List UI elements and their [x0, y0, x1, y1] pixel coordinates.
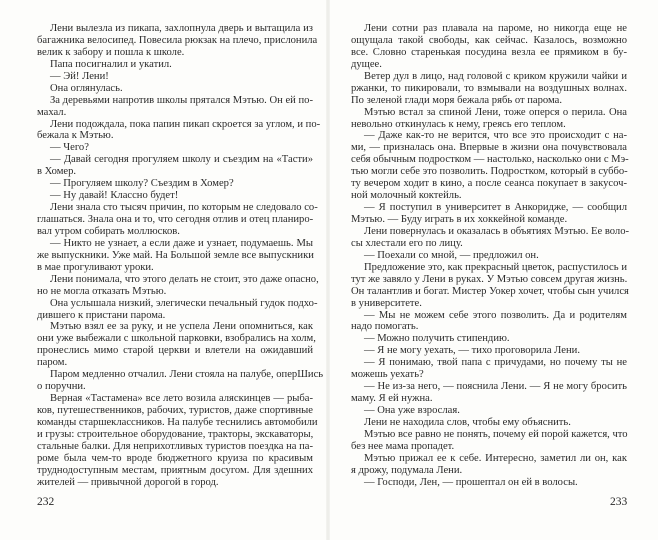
text-line: Лени подождала, пока папин пикап скроется за углом, и по-	[50, 118, 321, 130]
text-line: невольно откинулась к нему, греясь его теплом.	[351, 118, 566, 130]
text-line: и грузы: строительное оборудование, тракторы, экскаваторы,	[37, 428, 314, 440]
paragraph	[351, 429, 627, 453]
paragraph	[37, 154, 313, 178]
text-line: ков, путешественников, рабочих, туристов, даже спортивные	[37, 405, 313, 416]
text-line: пронеслись мимо старой церкви и влетели на ожидавший	[37, 345, 313, 357]
paragraph	[37, 142, 313, 154]
text-line: Она оглянулась.	[50, 82, 123, 94]
text-line: стальные балки. Для неприхотливых туристов поездка на па-	[37, 440, 314, 452]
paragraph	[351, 417, 627, 429]
paragraph	[37, 297, 318, 322]
paragraph	[351, 357, 627, 381]
text-line: Мэтью встал за спиной Лени, тоже оперся о перила. Она	[364, 106, 627, 118]
text-line: велик к забору и пошла к школе.	[37, 46, 185, 58]
text-line: — Чего?	[50, 142, 89, 154]
text-line: ной молочный коктейль.	[351, 190, 462, 202]
text-line: — Она уже взрослая.	[364, 405, 460, 416]
text-line: Лени повернулась и оказалась в объятиях Мэтью. Ее воло-	[364, 225, 630, 237]
text-line: Мэтью. — Буду играть в их хоккейной команде.	[351, 214, 568, 225]
text-line: — Я поступил в университет в Анкоридже, — сообщил	[364, 202, 627, 214]
text-line: Лени сотни раз плавала на пароме, но никогда еще не	[364, 23, 627, 34]
paragraph	[351, 71, 627, 107]
text-line: — Не из-за него, — пояснила Лени. — Я не могу бросить	[364, 381, 627, 393]
text-line: маму. Я ей нужна.	[351, 393, 433, 405]
text-line: я дрожу, подумала Лени.	[351, 464, 463, 476]
paragraph	[37, 178, 313, 190]
text-line: глашаться. Знала она и то, что сегодня отлив и отец планиро-	[37, 214, 314, 225]
paragraph	[37, 321, 316, 369]
text-line: Паром медленно отчалил. Лени стояла на палубе, оперШись	[50, 369, 324, 381]
text-line: ми, — призналась она. Впервые в жизни она почувствовала	[351, 142, 627, 154]
paragraph	[37, 118, 321, 143]
paragraph	[351, 333, 627, 345]
paragraph	[37, 23, 318, 59]
text-line: — Мы не можем себе этого позволить. Да и родителям	[364, 309, 627, 321]
text-line: дившего к пристани парома.	[37, 309, 166, 321]
text-line: — Никто не узнает, а если даже и узнает, подумаешь. Мы	[50, 237, 313, 249]
text-line: все. Словно старенькая посудина везла ее прямиком в бу-	[351, 46, 627, 58]
paragraph	[351, 130, 627, 202]
text-line: — Даже как-то не верится, что все это происходит с на-	[364, 130, 627, 142]
paragraph	[37, 393, 318, 489]
text-line: Лени не находила слов, чтобы ему объяснить.	[364, 416, 571, 428]
text-line: багажника велосипед. Повесила рюкзак на плечо, прислонила	[37, 34, 318, 46]
text-line: — Ну давай! Классно будет!	[50, 190, 179, 202]
text-line: — Можно получить стипендию.	[364, 333, 510, 345]
paragraph	[351, 225, 630, 250]
text-line: — Я понимаю, твой папа с причудами, но почему ты не	[364, 357, 627, 369]
text-line: но не могла отказать Мэтью.	[37, 285, 167, 297]
text-line: сы хлестали его по лицу.	[351, 237, 463, 249]
text-line: дущее.	[351, 58, 382, 70]
left-page-text	[37, 23, 324, 489]
text-line: Лени вылезла из пикапа, захлопнула дверь и вытащила из	[50, 23, 313, 34]
text-line: без нее мама пропадет.	[351, 440, 455, 452]
text-line: в мае прогуливают уроки.	[37, 261, 154, 273]
text-line: они уже выбежали с школьной парковки, взобрались на холм,	[37, 333, 316, 345]
text-line: Лени понимала, что этого делать не стоит, это даже опасно,	[50, 273, 319, 285]
paragraph	[37, 83, 313, 95]
paragraph	[37, 238, 313, 274]
paragraph	[37, 59, 313, 71]
text-line: — Я не могу уехать, — тихо проговорила Лени.	[364, 345, 580, 357]
text-line: — Эй! Лени!	[50, 70, 109, 82]
text-line: По зеленой глади моря бежала рябь от парома.	[351, 94, 563, 106]
text-line: Лени знала сто тысяч причин, по которым не следовало со-	[50, 202, 318, 214]
text-line: Мэтью взял ее за руку, и не успела Лени опомниться, как	[50, 321, 313, 333]
text-line: в университете.	[351, 297, 422, 309]
text-line: Верная «Тастамена» все лето возила аляскинцев — рыба-	[50, 393, 313, 405]
paragraph	[351, 405, 627, 417]
paragraph	[37, 190, 313, 202]
text-line: Предложение это, как прекрасный цветок, распустилось и	[364, 261, 627, 273]
paragraph	[37, 202, 318, 238]
paragraph	[351, 202, 627, 226]
text-line: Она услышала низкий, элегически печальный гудок подхо-	[50, 297, 318, 309]
paragraph	[351, 477, 627, 489]
text-line: надо помогать.	[351, 321, 419, 333]
text-line: Мэтью все равно не понять, почему ей порой кажется, что	[364, 428, 628, 440]
text-line: Он талантлив и богат. Мистер Уокер хочет, чтобы сын учился	[351, 285, 629, 297]
paragraph	[351, 310, 627, 334]
text-line: ощущала такой свободы, как сейчас. Казалось, возможно	[351, 34, 627, 46]
text-line: бежала к Мэтью.	[37, 130, 114, 142]
paragraph	[37, 369, 324, 393]
text-line: Мэтью прижал ее к себе. Интересно, заметил ли он, как	[364, 452, 627, 464]
text-line: Ветер дул в лицо, над головой с криком кружили чайки и	[364, 70, 627, 82]
text-line: — Господи, Лен, — прошептал он ей в волосы.	[364, 476, 578, 488]
paragraph	[37, 95, 313, 119]
page-number-left: 232	[37, 496, 55, 508]
text-line: За деревьями напротив школы прятался Мэтью. Он ей по-	[50, 94, 313, 106]
text-line: ржанки, то пикировали, то взмывали на воздушных волнах.	[351, 82, 627, 94]
text-line: тью могли себе это позволить. Подростком, который в суббо-	[351, 166, 628, 178]
text-line: труднодоступным местам, приятным досугом. Для здешних	[37, 464, 313, 476]
right-page-text	[351, 23, 630, 489]
text-line: можешь уехать?	[351, 369, 424, 381]
page-number-right: 233	[610, 496, 628, 508]
text-line: — Поехали со мной, — предложил он.	[364, 249, 539, 261]
text-line: махал.	[37, 106, 67, 118]
text-line: вал утром собирать моллюсков.	[37, 225, 180, 237]
paragraph	[351, 262, 627, 310]
text-line: паром.	[37, 357, 68, 369]
text-line: — Давай сегодня прогуляем школу и съездим на «Тасти»	[50, 154, 313, 166]
book-gutter	[326, 0, 330, 540]
text-line: роме была чем-то вроде бюджетного круиза по красивым	[37, 452, 313, 464]
paragraph	[351, 107, 627, 131]
text-line: в Хомер.	[37, 166, 77, 178]
paragraph	[351, 250, 627, 262]
text-line: о поручни.	[37, 381, 86, 393]
paragraph	[351, 453, 627, 477]
paragraph	[37, 71, 313, 83]
text-line: же выпускники. Уже май. На Большой земле все выпускники	[37, 249, 314, 261]
text-line: — Прогуляем школу? Съездим в Хомер?	[50, 178, 234, 190]
paragraph	[351, 23, 627, 71]
text-line: ту вечером ходит в кино, а после сеанса покупает в закусоч-	[351, 178, 627, 190]
text-line: себя обычным подростком — настолько, насколько они с Мэ-	[351, 154, 629, 166]
paragraph	[37, 273, 319, 298]
paragraph	[351, 345, 627, 357]
text-line: тут же завяло у Лени в руках. У Мэтью совсем другая жизнь.	[351, 273, 628, 285]
paragraph	[351, 381, 627, 405]
text-line: команды старшеклассников. На палубе теснились автомобили	[37, 416, 318, 428]
text-line: жителей — привычной дорогой в город.	[37, 476, 219, 488]
text-line: Папа посигналил и укатил.	[50, 58, 172, 70]
